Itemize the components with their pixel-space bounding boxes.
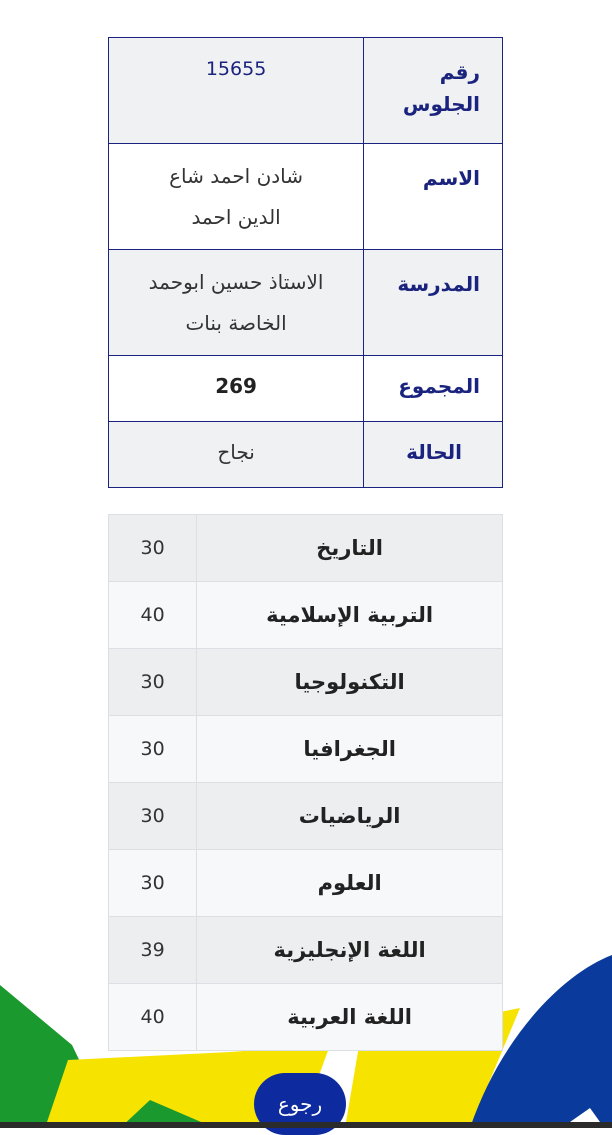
total-value: 269 <box>109 356 364 422</box>
subject-name: الجغرافيا <box>197 716 503 783</box>
subject-score: 30 <box>109 850 197 917</box>
grade-row <box>109 917 503 984</box>
school-label: المدرسة <box>364 250 503 356</box>
status-row <box>109 422 503 488</box>
subject-score: 30 <box>109 716 197 783</box>
subject-name: التربية الإسلامية <box>197 582 503 649</box>
subject-name: اللغة الإنجليزية <box>197 917 503 984</box>
total-label: المجموع <box>364 356 503 422</box>
grade-row <box>109 850 503 917</box>
grade-row <box>109 649 503 716</box>
subject-name: اللغة العربية <box>197 984 503 1051</box>
subject-name: الرياضيات <box>197 783 503 850</box>
grades-table <box>108 514 503 1051</box>
subject-score: 30 <box>109 515 197 582</box>
seat-number-row <box>109 38 503 144</box>
back-button[interactable]: رجوع <box>254 1073 346 1135</box>
grade-row <box>109 582 503 649</box>
subject-score: 40 <box>109 582 197 649</box>
subject-name: التاريخ <box>197 515 503 582</box>
school-row <box>109 250 503 356</box>
subject-score: 40 <box>109 984 197 1051</box>
bottom-bar <box>0 1122 612 1128</box>
student-info-table <box>108 37 503 488</box>
school-value: الاستاذ حسين ابوحمد الخاصة بنات <box>109 250 364 356</box>
grade-row <box>109 783 503 850</box>
status-value: نجاح <box>109 422 364 488</box>
grade-row <box>109 716 503 783</box>
seat-number-value: 15655 <box>109 38 364 144</box>
subject-score: 30 <box>109 649 197 716</box>
subject-score: 30 <box>109 783 197 850</box>
name-label: الاسم <box>364 144 503 250</box>
name-row <box>109 144 503 250</box>
name-value: شادن احمد شاع الدين احمد <box>109 144 364 250</box>
grade-row <box>109 515 503 582</box>
seat-number-label: رقم الجلوس <box>364 38 503 144</box>
grade-row <box>109 984 503 1051</box>
total-row <box>109 356 503 422</box>
subject-name: التكنولوجيا <box>197 649 503 716</box>
subject-score: 39 <box>109 917 197 984</box>
subject-name: العلوم <box>197 850 503 917</box>
status-label: الحالة <box>364 422 503 488</box>
